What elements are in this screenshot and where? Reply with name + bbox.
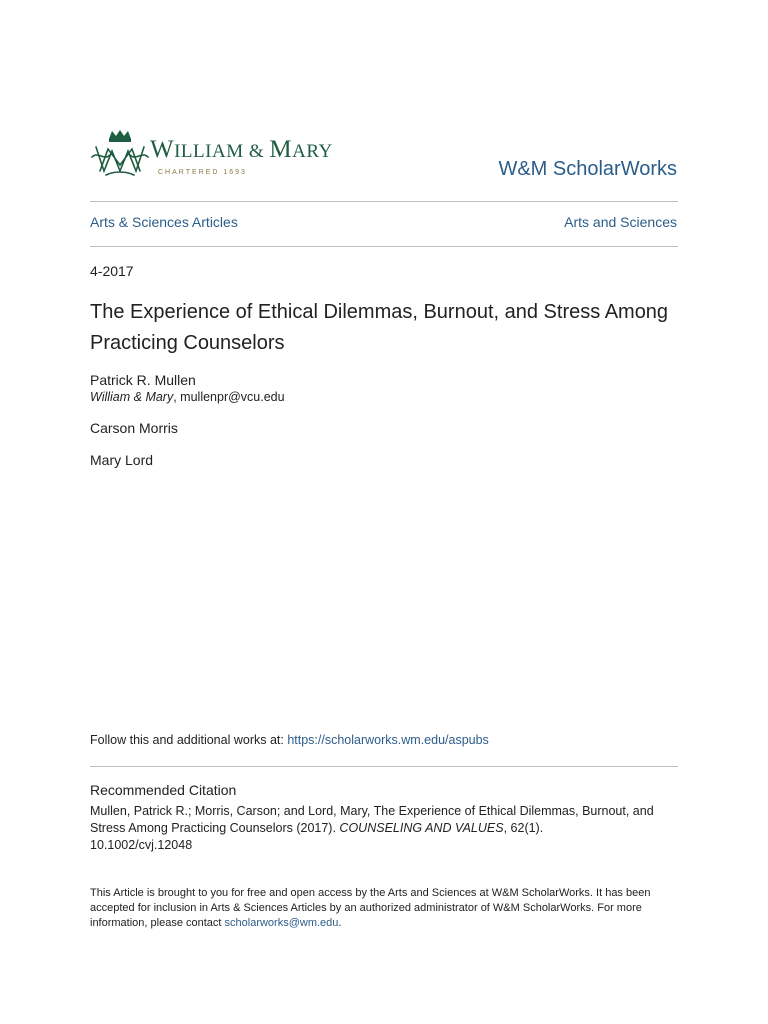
affiliation-name: William & Mary xyxy=(90,390,174,404)
department-link[interactable]: Arts and Sciences xyxy=(564,214,677,230)
author-affiliation xyxy=(90,390,285,404)
citation-text: Mullen, Patrick R.; Morris, Carson; and Lord, Mary, The Experience of Ethical Dilemmas, Burnout, and Stress Among Practicing Counselors (2017). COUNSELING AND VALUES, 62(1). 10.1002/cvj.12048 xyxy=(90,804,654,852)
access-notice: This Article is brought to you for free and open access by the Arts and Sciences at W&M ScholarWorks. It has been accepted for inclusion in Arts & Sciences Articles by an authorized administrator of W&M ScholarWorks. For more information, please contact scholarworks@wm.edu. xyxy=(90,887,651,929)
divider xyxy=(90,766,678,767)
scholarworks-link[interactable]: W&M ScholarWorks xyxy=(498,158,677,180)
follow-line: Follow this and additional works at: https://scholarworks.wm.edu/aspubs xyxy=(90,733,489,747)
logo-chartered-text: CHARTERED 1693 xyxy=(158,169,247,176)
article-title: The Experience of Ethical Dilemmas, Burnout, and Stress Among Practicing Counselors xyxy=(90,301,669,354)
collection-link[interactable]: Arts & Sciences Articles xyxy=(90,214,238,230)
cypher-crest-icon xyxy=(90,127,150,179)
divider xyxy=(90,246,678,247)
doi: 10.1002/cvj.12048 xyxy=(90,838,193,852)
author-name: Carson Morris xyxy=(90,420,178,436)
divider xyxy=(90,201,678,202)
publication-date: 4-2017 xyxy=(90,263,134,279)
author-name: Mary Lord xyxy=(90,452,154,468)
author-name: Patrick R. Mullen xyxy=(90,372,196,388)
citation-heading: Recommended Citation xyxy=(90,782,237,798)
contact-email-link[interactable]: scholarworks@wm.edu xyxy=(224,917,339,929)
author-email: , mullenpr@vcu.edu xyxy=(173,390,285,404)
journal-name: COUNSELING AND VALUES xyxy=(339,821,504,835)
logo-wordmark: WILLIAM & MARY xyxy=(150,136,333,163)
collection-url-link[interactable]: https://scholarworks.wm.edu/aspubs xyxy=(287,733,489,747)
